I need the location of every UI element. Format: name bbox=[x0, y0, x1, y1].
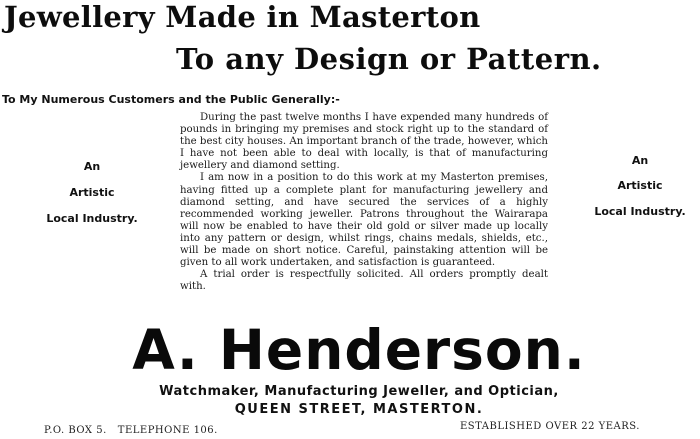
greeting: To My Numerous Customers and the Public Generally:- bbox=[2, 93, 340, 106]
sidebar-right-line-1: An bbox=[631, 154, 649, 167]
sidebar-right bbox=[580, 154, 700, 224]
advertisement-body bbox=[180, 112, 548, 293]
sidebar-left-line-1: An bbox=[83, 160, 101, 173]
footer-established: ESTABLISHED OVER 22 YEARS. bbox=[460, 421, 640, 432]
sidebar-right-line-2: Artistic bbox=[617, 179, 663, 192]
headline-line-2: To any Design or Pattern. bbox=[176, 42, 602, 76]
sidebar-left-line-3: Local Industry. bbox=[46, 212, 138, 225]
body-paragraph-1: During the past twelve months I have expended many hundreds of pounds in bringing my premises and stock right up to the standard of the best city houses. An important branch of the trade, however, which I have not been able to deal with locally, is that of manufacturing jewellery and diamond setting. bbox=[180, 112, 548, 172]
merchant-trade: Watchmaker, Manufacturing Jeweller, and Optician, bbox=[159, 384, 559, 399]
sidebar-left-line-2: Artistic bbox=[69, 186, 115, 199]
sidebar-left bbox=[32, 160, 152, 230]
body-paragraph-3: A trial order is respectfully solicited. All orders promptly dealt with. bbox=[180, 269, 548, 293]
footer-contact: P.O. BOX 5. TELEPHONE 106. bbox=[44, 425, 218, 436]
body-paragraph-2: I am now in a position to do this work at my Masterton premises, having fitted up a complete plant for manufacturing jewellery and diamond setting, and have secured the services of a highly recommended working jeweller. Patrons throughout the Wairarapa will now be enabled to have their old gold or silver made up locally into any pattern or design, whilst rings, chains medals, shields, etc., will be made on short notice. Careful, painstaking attention will be given to all work undertaken, and satisfaction is guaranteed. bbox=[180, 172, 548, 269]
merchant-name: A. Henderson. bbox=[132, 318, 586, 382]
merchant-address: QUEEN STREET, MASTERTON. bbox=[234, 402, 484, 417]
sidebar-right-line-3: Local Industry. bbox=[594, 205, 686, 218]
headline-line-1: Jewellery Made in Masterton bbox=[4, 0, 481, 34]
